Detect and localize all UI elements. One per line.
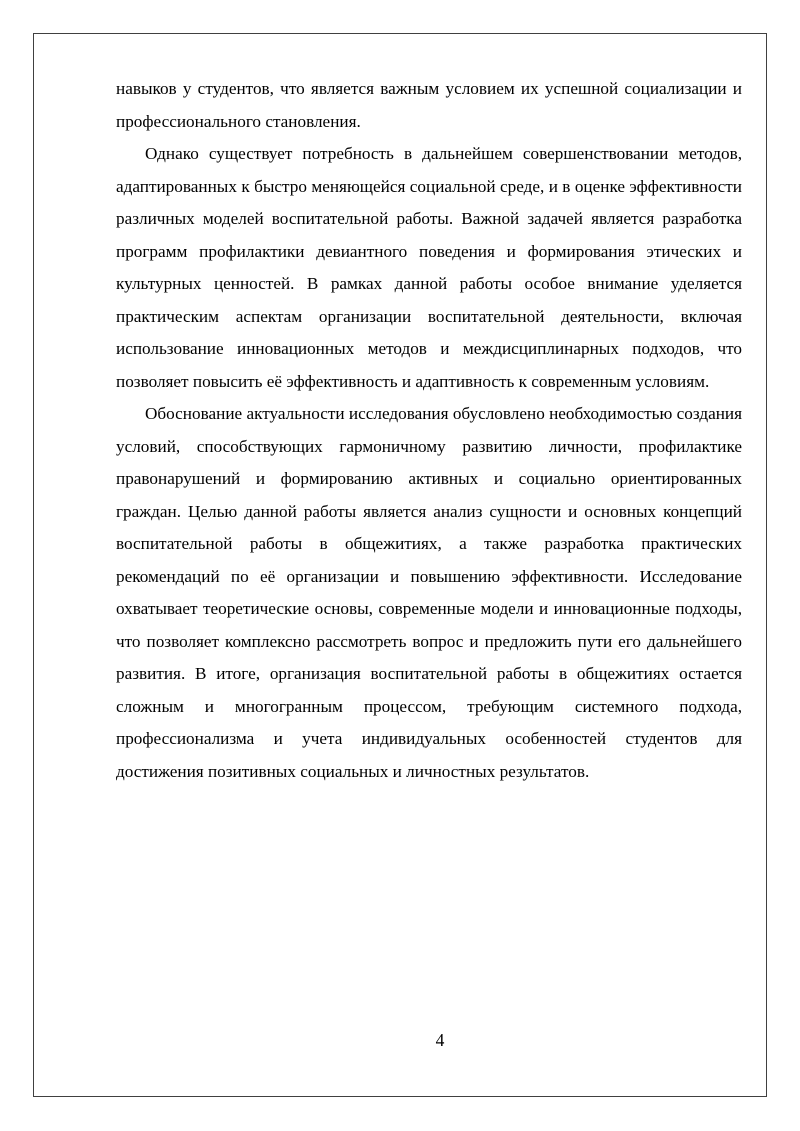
paragraph-2: Однако существует потребность в дальнейшем совершенствовании методов, адаптированных к быстро меняющейся социальной среде, и в оценке эффективности различных моделей воспитательной работы. Важной задачей является разработка программ профилактики девиантного поведения и формирования этических и культурных ценностей. В рамках данной работы особое внимание уделяется практическим аспектам организации воспитательной деятельности, включая использование инновационных методов и междисциплинарных подходов, что позволяет повысить её эффективность и адаптивность к современным условиям. bbox=[116, 144, 742, 391]
body-text bbox=[116, 73, 742, 788]
paragraph-1: навыков у студентов, что является важным условием их успешной социализации и профессионального становления. bbox=[116, 79, 742, 131]
page-number: 4 bbox=[435, 1030, 445, 1050]
paragraph-3: Обоснование актуальности исследования обусловлено необходимостью создания условий, способствующих гармоничному развитию личности, профилактике правонарушений и формированию активных и социально ориентированных граждан. Целью данной работы является анализ сущности и основных концепций воспитательной работы в общежитиях, а также разработка практических рекомендаций по её организации и повышению эффективности. Исследование охватывает теоретические основы, современные модели и инновационные подходы, что позволяет комплексно рассмотреть вопрос и предложить пути его дальнейшего развития. В итоге, организация воспитательной работы в общежитиях остается сложным и многогранным процессом, требующим системного подхода, профессионализма и учета индивидуальных особенностей студентов для достижения позитивных социальных и личностных результатов. bbox=[116, 404, 742, 781]
